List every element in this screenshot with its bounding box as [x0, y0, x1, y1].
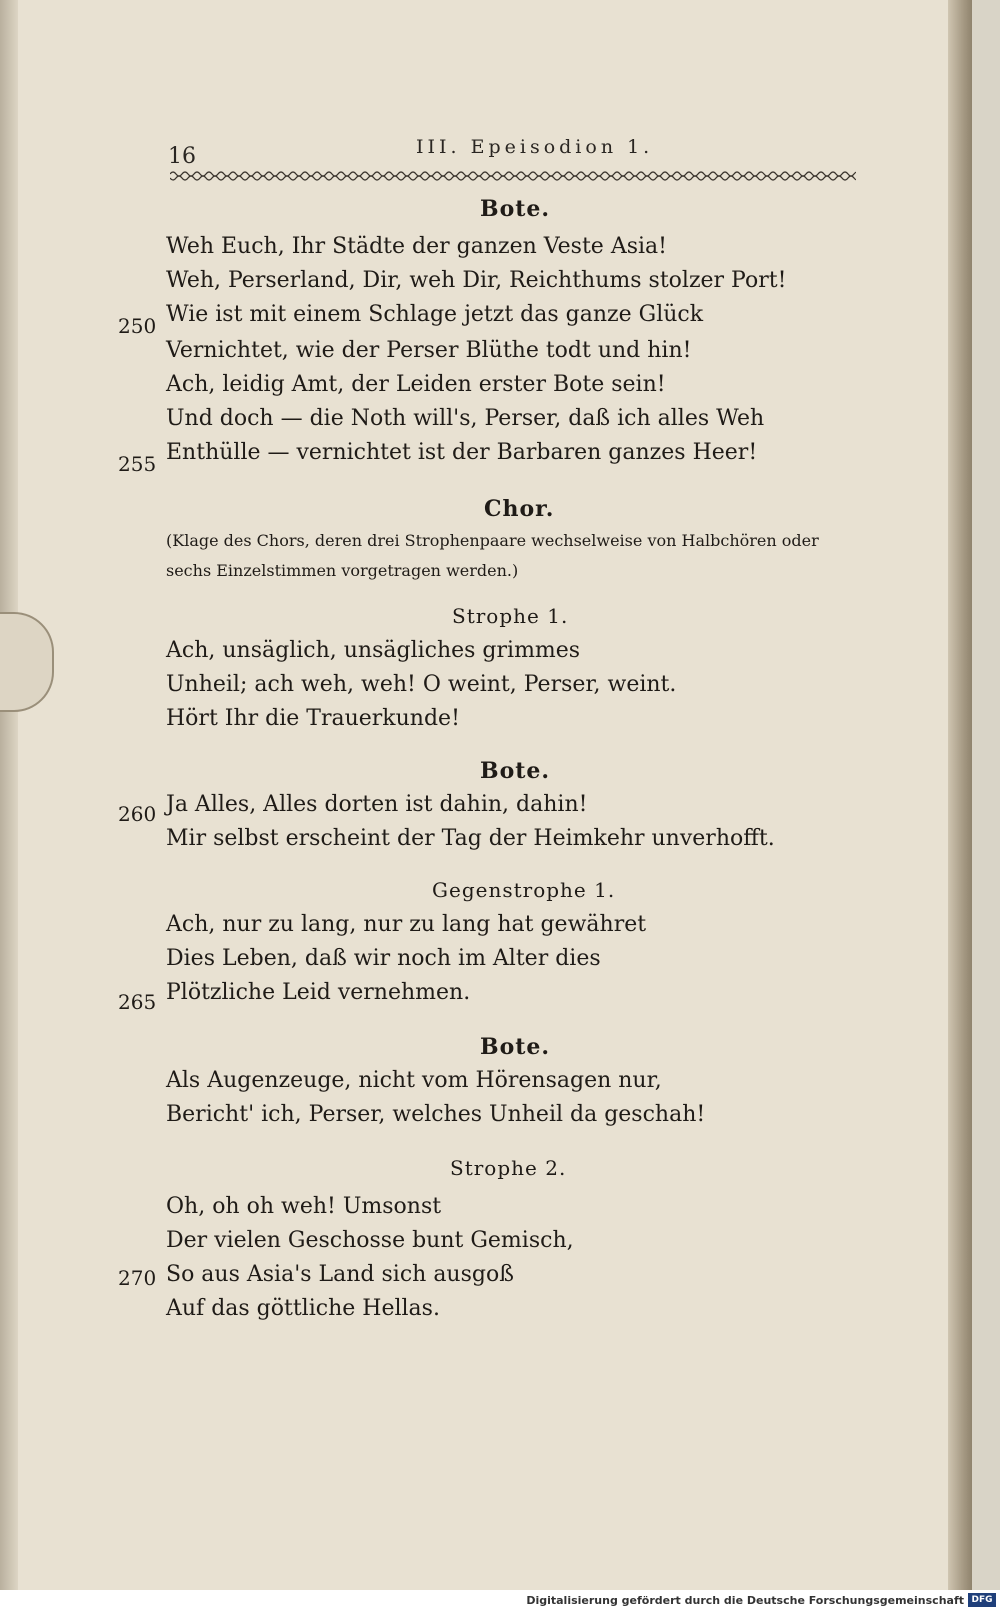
verse-line: Der vielen Geschosse bunt Gemisch, [166, 1228, 574, 1253]
heading-strophe-2: Strophe 2. [450, 1156, 567, 1180]
line-number: 265 [118, 990, 157, 1014]
line-number: 250 [118, 314, 157, 338]
verse-line: Vernichtet, wie der Perser Blüthe todt und hin! [166, 338, 692, 363]
verse-line: Enthülle — vernichtet ist der Barbaren ganzes Heer! [166, 440, 758, 465]
line-number: 270 [118, 1266, 157, 1290]
page-number: 16 [168, 144, 196, 169]
verse-line: Ach, unsäglich, unsägliches grimmes [166, 638, 581, 663]
verse-line: Mir selbst erscheint der Tag der Heimkehr unverhofft. [166, 826, 775, 851]
line-number: 255 [118, 452, 157, 476]
verse-line: Plötzliche Leid vernehmen. [166, 980, 471, 1005]
heading-gegenstrophe-1: Gegenstrophe 1. [432, 878, 616, 902]
verse-line: Wie ist mit einem Schlage jetzt das ganze Glück [166, 302, 704, 327]
verse-line: Weh, Perserland, Dir, weh Dir, Reichthums stolzer Port! [166, 268, 787, 293]
verse-line: Als Augenzeuge, nicht vom Hörensagen nur, [166, 1068, 662, 1093]
verse-line: Ach, nur zu lang, nur zu lang hat gewähret [166, 912, 647, 937]
stage-direction: (Klage des Chors, deren drei Strophenpaare wechselweise von Halbchören oder sechs Einzelstimmen vorgetragen werden.) [166, 531, 819, 580]
verse-line: Oh, oh oh weh! Umsonst [166, 1194, 442, 1219]
dfg-logo: DFG [968, 1593, 996, 1607]
line-number: 260 [118, 802, 157, 826]
running-title: III. Epeisodion 1. [416, 136, 654, 158]
heading-strophe-1: Strophe 1. [452, 604, 569, 628]
speaker-bote: Bote. [480, 196, 551, 222]
verse-line: Unheil; ach weh, weh! O weint, Perser, weint. [166, 672, 677, 697]
verse-line: Ja Alles, Alles dorten ist dahin, dahin! [166, 792, 588, 817]
speaker-chor: Chor. [484, 496, 555, 522]
speaker-bote: Bote. [480, 1034, 551, 1060]
verse-line: Und doch — die Noth will's, Perser, daß ich alles Weh [166, 406, 765, 431]
verse-line: Weh Euch, Ihr Städte der ganzen Veste Asia! [166, 234, 667, 259]
verse-line: Bericht' ich, Perser, welches Unheil da geschah! [166, 1102, 706, 1127]
verse-line: Auf das göttliche Hellas. [166, 1296, 440, 1321]
verse-line: So aus Asia's Land sich ausgoß [166, 1262, 514, 1287]
speaker-bote: Bote. [480, 758, 551, 784]
verse-line: Ach, leidig Amt, der Leiden erster Bote sein! [166, 372, 666, 397]
verse-line: Hört Ihr die Trauerkunde! [166, 706, 460, 731]
digitization-credit: Digitalisierung gefördert durch die Deutsche Forschungsgemeinschaft [526, 1594, 964, 1607]
wavy-rule [170, 166, 856, 186]
verse-line: Dies Leben, daß wir noch im Alter dies [166, 946, 601, 971]
